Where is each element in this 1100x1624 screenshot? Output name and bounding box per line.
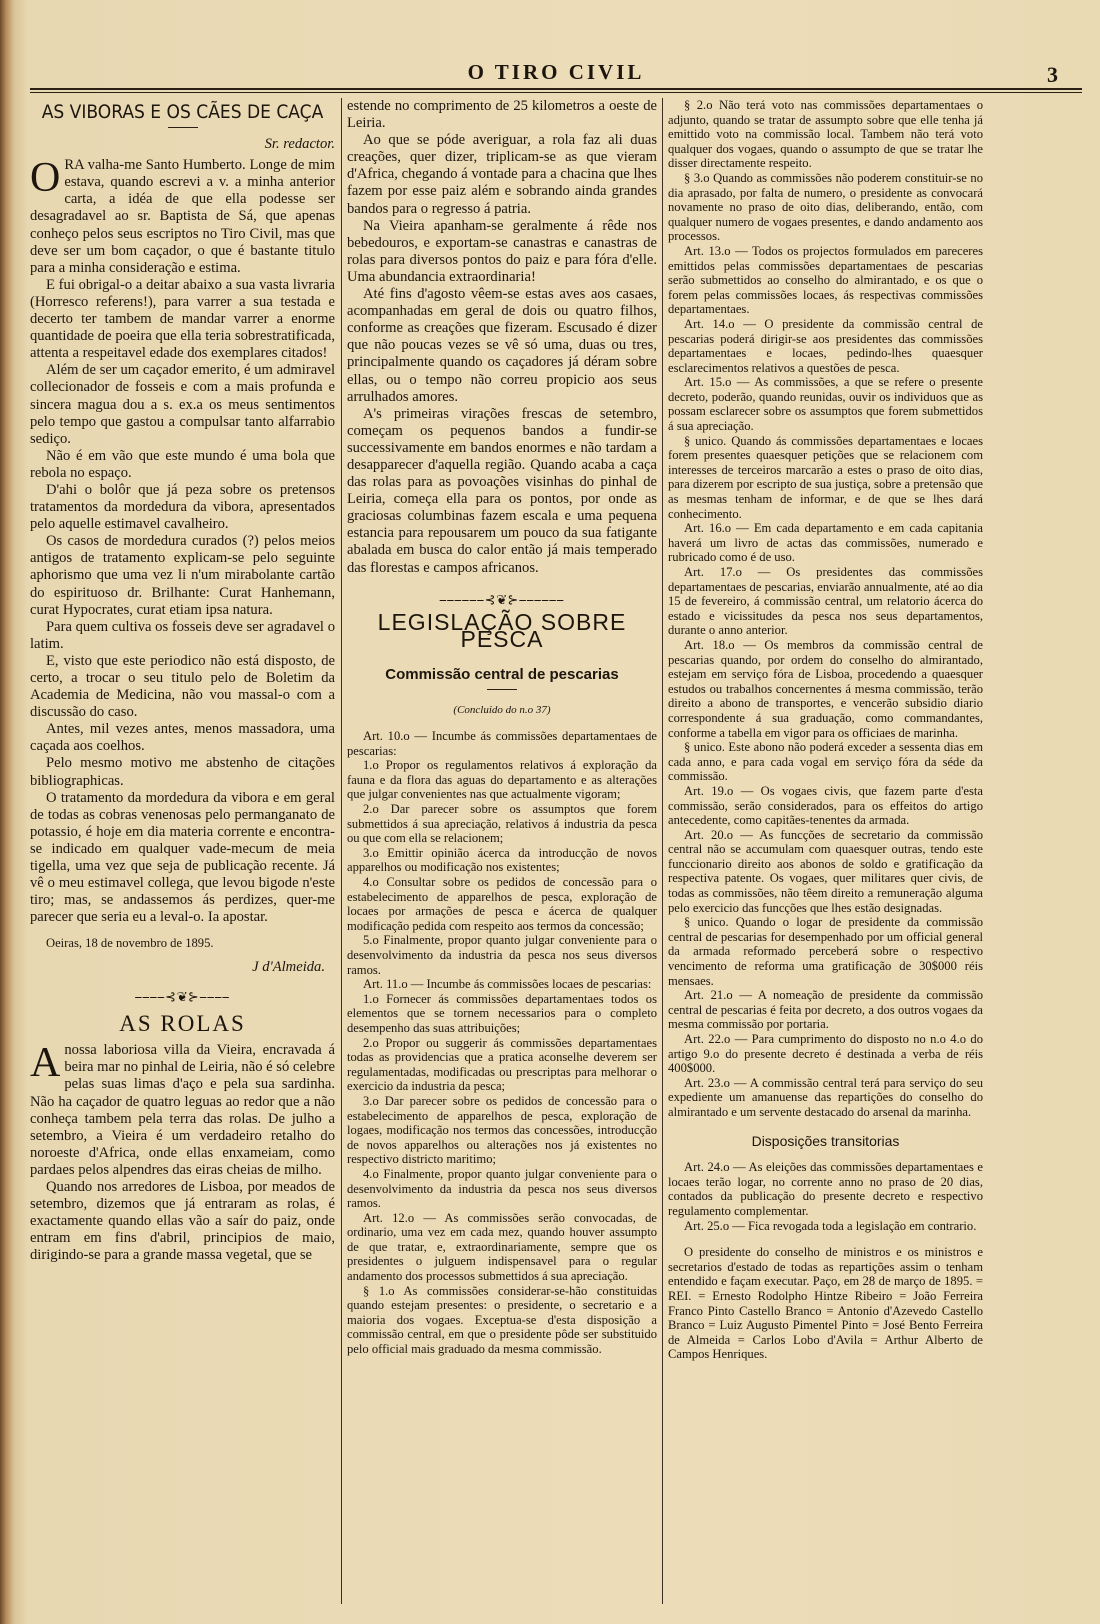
ornament-divider: ⎯⎯⎯⎯⎯⎯⊰❦⊱⎯⎯⎯⎯⎯⎯ — [439, 591, 565, 607]
article-body — [30, 157, 335, 976]
article-paragraph: Art. 17.o — Os presidentes das commissões departamentaes de pescarias, enviarão annualmente, até ao dia 15 de fevereiro, á commissão central, um relatorio ácerca do estado e vicissitudes da pesca nos seus departamentos, durante o anno anterior. — [668, 565, 983, 638]
article-paragraph: Art. 23.o — A commissão central terá para serviço do seu expediente um amanuense das repartições do conselho do almirantado e um servente destacado do arsenal da marinha. — [668, 1075, 983, 1119]
article-paragraph: 2.o Dar parecer sobre os assumptos que forem submettidos á sua apreciação, relativos á industria da pesca ou que com ella se relacionem; — [347, 802, 657, 846]
paragraph: A's primeiras virações frescas de setembro, começam os pequenos bandos a fundir-se successivamente em bandos enormes e não tardam a desapparecer d'aquella região. Quando acaba a caça das rolas para as povoações visinhas do pinhal de Leiria, começa ella para os pontos, por onde as graciosas columbinas fazem escala e uma pequena estancia para repousarem um pouco da sua fatigante abalada em busca do calor então já mais temperado das florestas e campos africanos. — [347, 405, 657, 576]
article-title: AS ROLAS — [119, 1011, 246, 1037]
article-paragraph: Art. 25.o — Fica revogada toda a legislação em contrario. — [684, 1218, 977, 1233]
article-paragraph: Art. 20.o — As funcções de secretario da commissão central não se accumulam com quaesquer outras, tendo este funccionario direito aos abonos de soldo e gratificação da respectiva patente. Os vogaes, quer militares quer civis, de todas as commissões, não têem direito a remuneração alguma pelo exercicio das funcções que lhes estão designadas. — [668, 827, 983, 915]
paragraph: Para quem cultiva os fosseis deve ser agradavel o latim. — [30, 618, 335, 652]
subsection-title: Commissão central de pescarias — [385, 665, 619, 683]
article-paragraph: Art. 19.o — Os vogaes civis, que fazem parte d'esta commissão, serão considerados, para os effeitos do artigo antecedente, como capitães-tenentes da armada. — [668, 783, 983, 828]
article-paragraph: 1.o Fornecer ás commissões departamentaes todos os elementos que se tornem necessarios para o completo desempenho das suas attribuições; — [347, 991, 657, 1035]
article-paragraph: 1.o Propor os regulamentos relativos á exploração da fauna e da flora das aguas do departamento e as alterações que julgar convenientes nas que actualmente vigoram; — [347, 758, 657, 802]
paragraph: Antes, mil vezes antes, menos massadora, uma caçada aos coelhos. — [30, 721, 335, 755]
paragraph: Quando nos arredores de Lisboa, por meados de setembro, dizemos que já entraram as rolas, é exactamente quando ellas vão a saír do paiz, onde entram em fins d'abril, principios de maio, dirigindo-se para a grande massa vegetal, que se — [30, 1179, 335, 1264]
article-paragraph: § 3.o Quando as commissões não poderem constituir-se no dia aprasado, por falta de numero, o presidente as convocará novamente no praso de oito dias, deliberando, então, com qualquer numero de vogaes presentes, e dando andamento aos processos. — [668, 170, 983, 244]
page-header — [30, 56, 1082, 86]
paragraph: nossa laboriosa villa da Vieira, encravada á beira mar no pinhal de Leiria, não é só celebre pelas suas limas d'aço e pela sua sardinha. Não ha caçador de quatro leguas ao redor que a não conheça tambem pela terra das rolas. De julho a setembro, a Vieira é um verdadeiro retalho do noroeste d'Africa, onde ellas enxameiam, como pardaes pelos alpendres das eiras cheias de milho. — [30, 1042, 335, 1178]
header-rule — [30, 88, 1082, 93]
article-paragraph: § 2.o Não terá voto nas commissões departamentaes o adjunto, quando se tratar de assumpto sobre que elle tenha já emittido voto na commissão local. Tambem não terá voto qualquer dos vogaes, quando o assumpto de que se tratar lhe disser directamente respeito. — [668, 98, 983, 171]
article-body — [30, 1042, 335, 1264]
paragraph: Até fins d'agosto vêem-se estas aves aos casaes, acompanhadas em geral de dois ou quatro filhos, conforme as creações que fizeram. Escusado é dizer que não poucas vezes se vê só uma, duas ou tres, principalmente quando os caçadores já déram sobre ellas, ou o tempo não correu propicio aos seus arrulhados amores. — [347, 286, 657, 405]
signature: J d'Almeida. — [252, 959, 325, 975]
salutation: Sr. redactor. — [264, 136, 335, 153]
column-divider — [341, 98, 342, 1604]
column-3 — [668, 98, 983, 1604]
column-2 — [347, 98, 657, 1604]
article-paragraph: § 1.o As commissões considerar-se-hão constituidas quando estejam presentes: o presidente, o secretario e a maioria dos vogaes. Exceptua-se d'esta disposição a commissão central, em que o presidente pôde ser substituido pelo official mais graduado da mesma commissão. — [347, 1283, 657, 1357]
subsection-title: Disposições transitorias — [751, 1132, 900, 1149]
article-paragraph: 2.o Propor ou suggerir ás commissões departamentaes todas as providencias que a pratica aconselhe deverem ser regulamentadas, modificadas ou prescriptas para melhorar o exercicio da industria da pesca; — [347, 1035, 657, 1094]
article-paragraph: Art. 11.o — Incumbe ás commissões locaes de pescarias: — [363, 977, 652, 992]
ornament-divider: ⎯⎯⎯⎯⊰❦⊱⎯⎯⎯⎯ — [135, 989, 230, 1005]
article-paragraph: Art. 15.o — As commissões, a que se refere o presente decreto, poderão, quando reunidas, ouvir os individuos que as possam esclarecer sobre os assumptos que forem submettidos á sua apreciação. — [668, 375, 983, 434]
article-paragraph: Art. 18.o — Os membros da commissão central de pescarias quando, por ordem do conselho do almirantado, estejam em serviço fóra de Lisboa, procedendo a quaesquer estudos ou trabalhos concernentes á mesma commissão, terão direito a abono de transportes, e vencerão subsidio diario correspondente á sua graduação, como commandantes, conforme a tabella em vigor para os officiaes de marinha. — [668, 637, 983, 740]
paragraph: O tratamento da mordedura da vibora e em geral de todas as cobras venenosas pelo permanganato de potassio, é hoje em dia materia corrente e encontra-se indicado em qualquer vade-mecum de meia tigella, uma vez que seja de publicação recente. Já vê o meu estimavel collega, que levou bigode n'este tiro; mas, se andassemos ás perdizes, quer-me parecer que seria eu a leval-o. Ia apostar. — [30, 789, 335, 926]
article-paragraph: Art. 13.o — Todos os projectos formulados em pareceres emittidos pelas commissões departamentaes de pescarias serão submettidos ao conselho do almirantado, e os que o forem pelas commissões locaes, ás respectivas commissões departamentaes. — [668, 243, 983, 317]
article-paragraph: Art. 21.o — A nomeação de presidente da commissão central de pescarias é feita por decreto, a dos outros vogaes da mesma commissão por portaria. — [668, 988, 983, 1032]
paragraph: estende no comprimento de 25 kilometros a oeste de Leiria. — [347, 98, 657, 132]
newspaper-title: O TIRO CIVIL — [467, 60, 645, 84]
article-paragraph: Art. 10.o — Incumbe ás commissões departamentaes de pescarias: — [347, 729, 657, 758]
title-rule — [487, 689, 517, 690]
article-paragraph: Art. 22.o — Para cumprimento do disposto no n.o 4.o do artigo 9.o do presente decreto é destinada a verba de réis 400$000. — [668, 1032, 983, 1076]
column-1 — [30, 98, 335, 1604]
paragraph: RA valha-me Santo Humberto. Longe de mim estava, quando escrevi a v. a minha anterior carta, a idéa de que ella podesse ser desagradavel ao sr. Baptista de Sá, que apenas conheço pelos seus escriptos no Tiro Civil, mas que deve ser um bom caçador, o que é bastante titulo para a minha consideração e estima. — [30, 157, 335, 276]
article-paragraph: § unico. Este abono não poderá exceder a sessenta dias em cada anno, e para cada vogal em serviço fóra da séde da commissão. — [668, 740, 983, 784]
paragraph: D'ahi o bolôr que já peza sobre os pretensos tratamentos da mordedura da vibora, apresentados pelo aquelle estimavel cavalheiro. — [30, 481, 335, 533]
article-paragraph: 5.o Finalmente, propor quanto julgar conveniente para o desenvolvimento da industria da pesca nos seus diversos ramos. — [347, 933, 657, 977]
paragraph: Não é em vão que este mundo é uma bola que rebola no espaço. — [30, 447, 335, 481]
article-paragraph: § unico. Quando ás commissões departamentaes e locaes forem presentes quaesquer petições que se relacionem com interesses de terceiros marcarão a estes o praso de oito dias, para dizerem por escripto de sua justiça, sobre a pretensão que as mesmas tenham de informar, e de que se lhes dará conhecimento. — [668, 433, 983, 521]
drop-cap: O — [30, 155, 61, 202]
dateline: Oeiras, 18 de novembro de 1895. — [46, 936, 214, 951]
article-paragraph: Art. 12.o — As commissões serão convocadas, de ordinario, uma vez em cada mez, quando houver assumpto de que tratar, e, extraordinariamente, sempre que os presidentes o julguem indispensavel para o regular andamento dos processos submettidos á sua apreciação. — [347, 1210, 657, 1284]
page-number: 3 — [1047, 62, 1058, 87]
article-paragraph: 4.o Consultar sobre os pedidos de concessão para o estabelecimento de apparelhos de pesca, exploração de locaes por armações de pesca e ácerca de qualquer modificação pedida com respeito aos termos da concessão; — [347, 875, 657, 933]
article-paragraph: 3.o Emittir opinião ácerca da introducção de novos apparelhos ou modificação nos existentes; — [347, 845, 657, 875]
article-paragraph: 3.o Dar parecer sobre os pedidos de concessão para o estabelecimento de apparelhos de pesca, exploração de logaes, modificação nos termos das concessões, introducção de novos apparelhos ou alterações nos já existentes no respectivo districto maritimo; — [347, 1093, 657, 1167]
drop-cap: A — [30, 1040, 61, 1087]
section-title: LEGISLAÇÃO SOBRE PESCA — [377, 608, 627, 652]
paragraph: E, visto que este periodico não está disposto, de certo, a trocar o seu titulo pelo de Boletim da Academia de Medicina, não vou massal-o com a discussão do caso. — [30, 652, 335, 721]
article-title: AS VIBORAS E OS CÃES DE CAÇA — [41, 101, 324, 123]
column-divider — [662, 98, 663, 1604]
paragraph: Ao que se póde averiguar, a rola faz ali duas creações, quer dizer, triplicam-se as que vieram d'Africa, chegando á vontade para a chacina que lhes fazem por esse paiz além e sobrando ainda grandes bandos para o regresso á patria. — [347, 132, 657, 217]
article-paragraph: Art. 14.o — O presidente da commissão central de pescarias poderá dirigir-se aos presidentes das commissões departamentaes e locaes, pedindo-lhes quaesquer esclarecimentos relativos a questões de pesca. — [668, 316, 983, 375]
legislation-text — [347, 729, 657, 1357]
paragraph: E fui obrigal-o a deitar abaixo a sua vasta livraria (Horresco referens!), para varrer a sua testada e decerto ter tambem de mandar varrer a enorme quantidade de poeira que ella teria sobrestratificada, attenta a respeitavel edade dos exemplares citados! — [30, 276, 335, 362]
article-paragraph: Art. 16.o — Em cada departamento e em cada capitania haverá um livro de actas das commissões, numerado e rubricado como é de uso. — [668, 521, 983, 565]
paragraph: Pelo mesmo motivo me abstenho de citações bibliographicas. — [30, 755, 335, 789]
paragraph: Os casos de mordedura curados (?) pelos meios antigos de tratamento explicam-se pelo seguinte aphorismo que uma vez li n'um mirabolante cartão do espirituoso dr. Brilhante: Curat Hanhemann, curat Hypocrates, curat etiam ipsa natura. — [30, 533, 335, 618]
article-paragraph: 4.o Finalmente, propor quanto julgar conveniente para o desenvolvimento da industria da pesca nos seus diversos ramos. — [347, 1166, 657, 1211]
closing-decree: O presidente do conselho de ministros e os ministros e secretarios d'estado de todas as repartições assim o tenham entendido e façam executar. Paço, em 28 de março de 1895. = REI. = Ernesto Rodolpho Hintze Ribeiro = João Ferreira Franco Pinto Castello Branco = Antonio d'Azevedo Castello Branco = Luiz Augusto Pimentel Pinto = José Bento Ferreira de Almeida = Carlos Lobo d'Avila = Arthur Alberto de Campos Henriques. — [668, 1245, 983, 1362]
article-paragraph: § unico. Quando o logar de presidente da commissão central de pescarias for desempenhado por um official general da armada reformado perceberá sobre o respectivo vencimento de reforma uma gratificação de 30$000 réis mensaes. — [668, 915, 983, 988]
title-rule — [168, 127, 198, 128]
paragraph: Além de ser um caçador emerito, é um admiravel collecionador de fosseis e com a mais profunda e sincera magua dou a s. ex.a os meus sentimentos pelo tempo que gastou a compulsar tanto alfarrabio sediço. — [30, 362, 335, 447]
paragraph: Na Vieira apanham-se geralmente á rêde nos bebedouros, e exportam-se canastras e canastras de rolas para diversos pontos do paiz e para fóra d'elle. Uma abundancia extraordinaria! — [347, 217, 657, 285]
continuation-note: (Concluido do n.o 37) — [453, 704, 551, 716]
article-paragraph: Art. 24.o — As eleições das commissões departamentaes e locaes terão logar, no corrente anno no praso de 20 dias, contados da publicação do presente decreto e respectivo regulamento complementar. — [668, 1160, 983, 1218]
